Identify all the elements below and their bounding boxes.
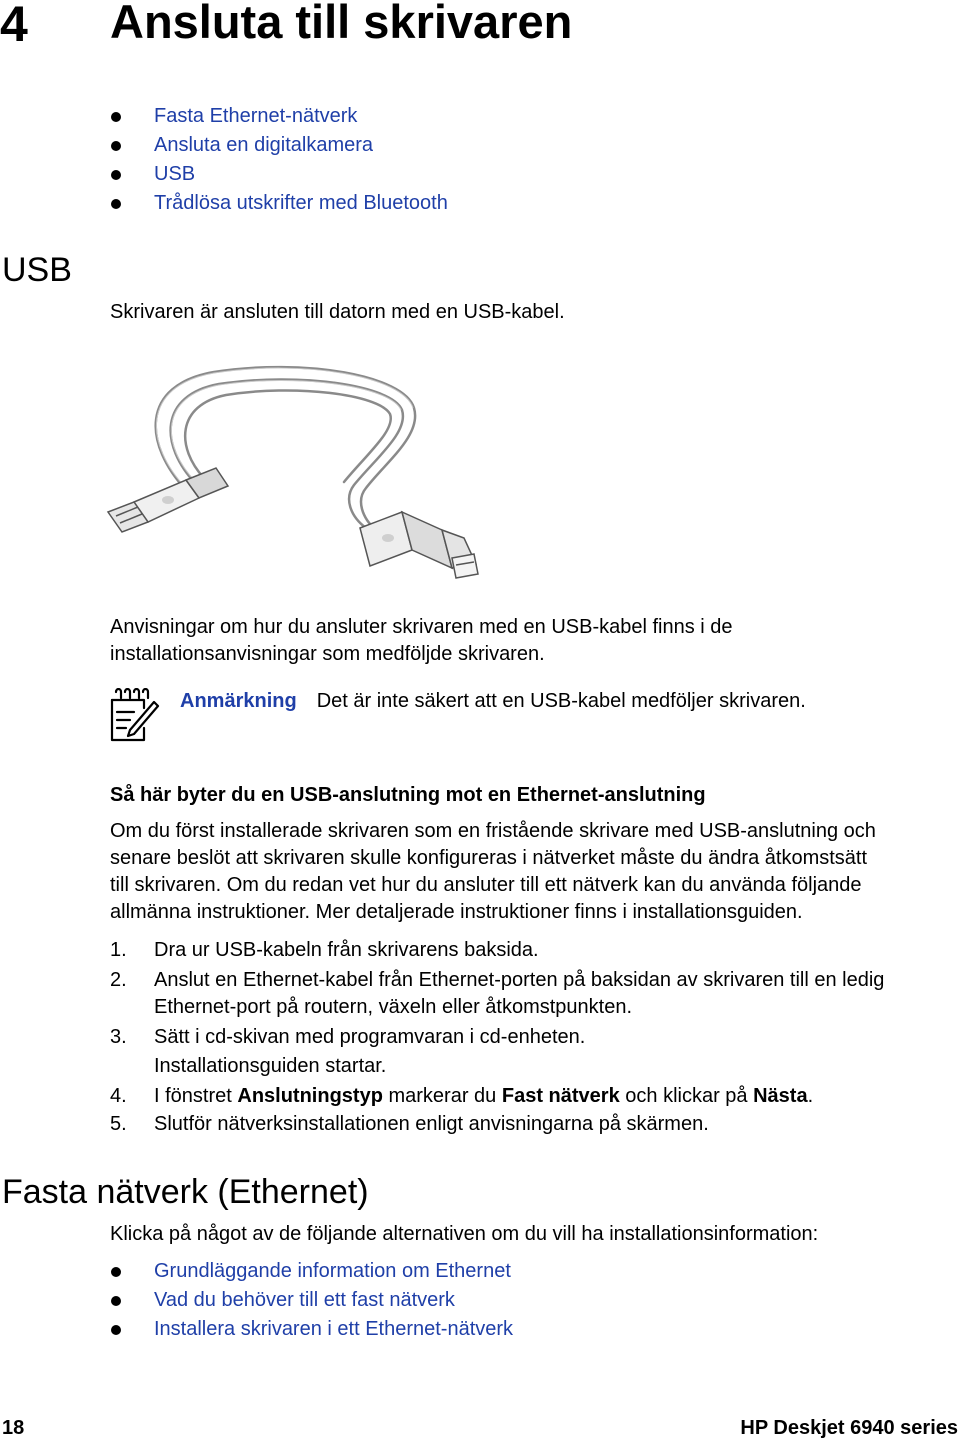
step-text-part: och klickar på	[619, 1085, 754, 1107]
note-row	[180, 688, 806, 715]
step-text: Slutför nätverksinstallationen enligt anvisningarna på skärmen.	[154, 1113, 709, 1135]
usb-heading: USB	[2, 251, 72, 289]
switch-steps	[110, 937, 884, 1138]
step-text	[154, 1083, 884, 1110]
usb-intro: Skrivaren är ansluten till datorn med en USB-kabel.	[110, 301, 565, 323]
link-fasta-ethernet[interactable]: Fasta Ethernet-nätverk	[110, 102, 448, 131]
ui-term-wired-network: Fast nätverk	[501, 1085, 620, 1107]
usb-instructions-line-1: Anvisningar om hur du ansluter skrivaren med en USB-kabel finns i de	[110, 616, 733, 638]
switch-heading: Så här byter du en USB-anslutning mot en Ethernet-anslutning	[110, 784, 706, 806]
usb-instructions	[110, 614, 733, 668]
step-3	[110, 1024, 884, 1080]
ethernet-link-list	[110, 1257, 513, 1344]
step-number: 3.	[110, 1026, 127, 1048]
link-bluetooth[interactable]: Trådlösa utskrifter med Bluetooth	[110, 189, 448, 218]
step-number: 2.	[110, 969, 127, 991]
product-name: HP Deskjet 6940 series	[740, 1417, 958, 1439]
ethernet-heading: Fasta nätverk (Ethernet)	[2, 1173, 369, 1211]
link-ethernet-basics[interactable]: Grundläggande information om Ethernet	[110, 1257, 513, 1286]
page-number: 18	[2, 1417, 25, 1439]
step-text: Dra ur USB-kabeln från skrivarens baksida.	[154, 939, 539, 961]
step-text: Ethernet-port på routern, växeln eller åtkomstpunkten.	[154, 996, 633, 1018]
step-4	[110, 1083, 884, 1110]
usb-cable-illustration	[104, 360, 484, 582]
chapter-title: Ansluta till skrivaren	[110, 0, 573, 48]
step-number: 1.	[110, 939, 127, 961]
switch-para-line-2: senare beslöt att skrivaren skulle konfigureras i nätverket måste du ändra åtkomstsätt	[110, 847, 868, 869]
link-usb[interactable]: USB	[110, 160, 448, 189]
step-text: Anslut en Ethernet-kabel från Ethernet-porten på baksidan av skrivaren till en ledig	[154, 969, 885, 991]
step-text: Sätt i cd-skivan med programvaran i cd-enheten.	[154, 1026, 586, 1048]
link-wired-network-needs[interactable]: Vad du behöver till ett fast nätverk	[110, 1286, 513, 1315]
switch-para-line-3: till skrivaren. Om du redan vet hur du ansluter till ett nätverk kan du använda följande	[110, 874, 862, 896]
step-text: Installationsguiden startar.	[154, 1055, 387, 1077]
note-icon	[108, 688, 160, 744]
switch-para-line-4: allmänna instruktioner. Mer detaljerade instruktioner finns i installationsguiden.	[110, 901, 803, 923]
step-text-part: markerar du	[382, 1085, 502, 1107]
ethernet-intro: Klicka på något av de följande alternativen om du vill ha installationsinformation:	[110, 1223, 819, 1245]
switch-para-line-1: Om du först installerade skrivaren som en fristående skrivare med USB-anslutning och	[110, 820, 876, 842]
step-1	[110, 937, 884, 964]
chapter-number: 4	[0, 0, 28, 52]
note-label: Anmärkning	[180, 690, 297, 712]
usb-instructions-line-2: installationsanvisningar som medföljde skrivaren.	[110, 643, 545, 665]
step-number: 5.	[110, 1113, 127, 1135]
step-text-part: .	[807, 1085, 814, 1107]
link-install-printer-ethernet[interactable]: Installera skrivaren i ett Ethernet-nätverk	[110, 1315, 513, 1344]
chapter-link-list	[110, 102, 448, 218]
step-5	[110, 1111, 884, 1138]
link-digitalkamera[interactable]: Ansluta en digitalkamera	[110, 131, 448, 160]
ui-term-connection-type: Anslutningstyp	[237, 1085, 383, 1107]
note-text: Det är inte säkert att en USB-kabel medföljer skrivaren.	[316, 690, 806, 712]
step-text-part: I fönstret	[154, 1085, 238, 1107]
switch-paragraph	[110, 818, 876, 926]
step-number: 4.	[110, 1085, 127, 1107]
step-2	[110, 967, 884, 1021]
ui-term-next: Nästa	[753, 1085, 808, 1107]
